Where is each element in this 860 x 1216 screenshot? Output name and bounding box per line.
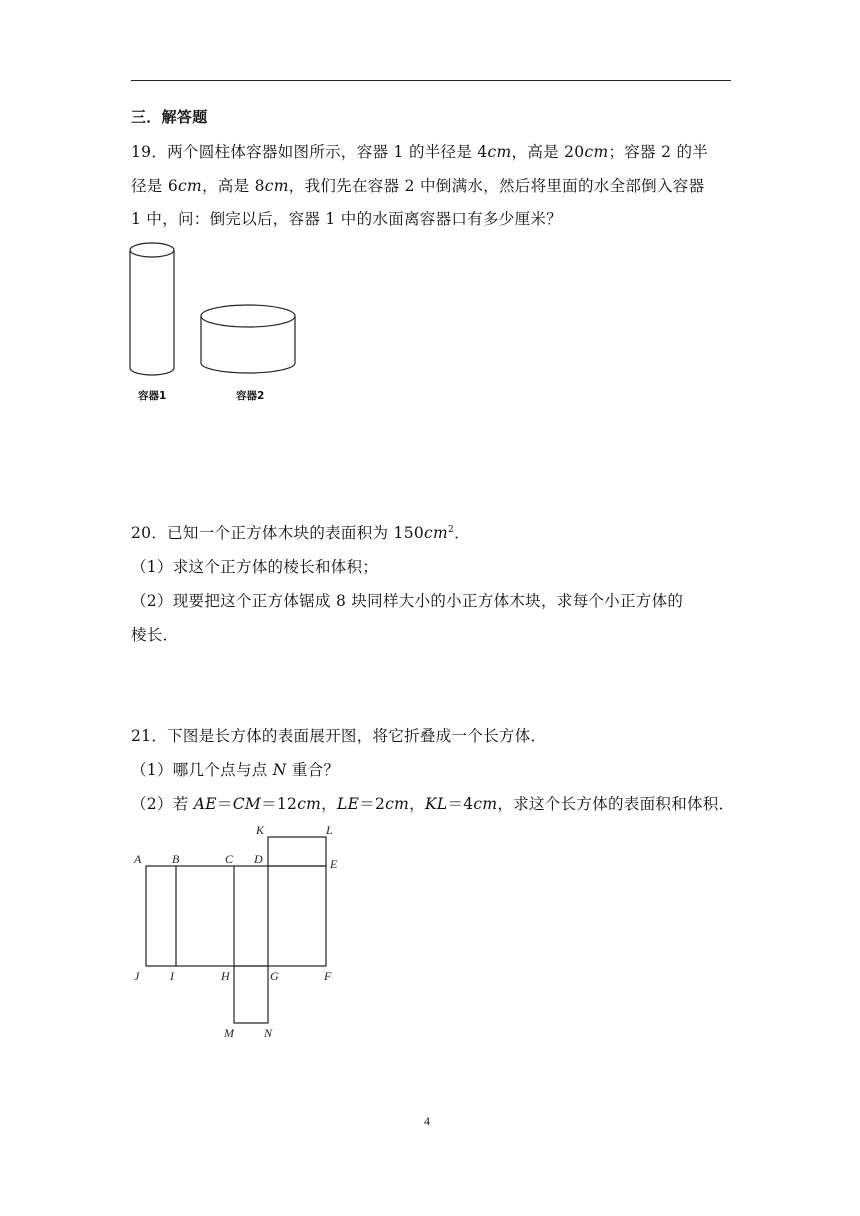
point-N: N [264, 1026, 273, 1040]
q21-line3: （2）若 AE＝CM＝12cm，LE＝2cm，KL＝4cm，求这个长方体的表面积和体积． [131, 795, 735, 813]
q20-line3: （2）现要把这个正方体锯成 8 块同样大小的小正方体木块，求每个小正方体的 [131, 592, 684, 610]
q21-line2: （1）哪几个点与点 N 重合？ [131, 761, 340, 779]
point-G: G [270, 969, 279, 983]
page-number: 4 [424, 1114, 430, 1128]
point-I: I [170, 969, 174, 983]
q19-line2: 径是 6cm，高是 8cm，我们先在容器 2 中倒满水，然后将里面的水全部倒入容器 [131, 177, 705, 195]
q19-line3: 1 中，问：倒完以后，容器 1 中的水面离容器口有多少厘米？ [131, 210, 563, 228]
point-F: F [324, 969, 332, 983]
point-D: D [254, 852, 263, 866]
q20-line4: 棱长． [131, 626, 179, 644]
q20-line1: 20．已知一个正方体木块的表面积为 $150cm^2$． [131, 524, 470, 542]
point-B: B [172, 852, 180, 866]
point-C: C [225, 852, 234, 866]
section-title: 三．解答题 [131, 108, 208, 126]
point-A: A [134, 852, 142, 866]
caption-container-1: 容器1 [138, 390, 167, 402]
q19-line1: 19．两个圆柱体容器如图所示，容器 1 的半径是 4cm，高是 20cm；容器 2 的半 [131, 143, 709, 161]
point-K: K [256, 823, 265, 837]
point-M: M [224, 1026, 234, 1040]
point-J: J [134, 969, 140, 983]
q20-line2: （1）求这个正方体的棱长和体积； [131, 558, 379, 576]
caption-container-2: 容器2 [236, 390, 265, 402]
point-E: E [330, 857, 338, 871]
point-L: L [326, 823, 333, 837]
q21-line1: 21．下图是长方体的表面展开图，将它折叠成一个长方体． [131, 727, 547, 745]
point-H: H [221, 969, 230, 983]
